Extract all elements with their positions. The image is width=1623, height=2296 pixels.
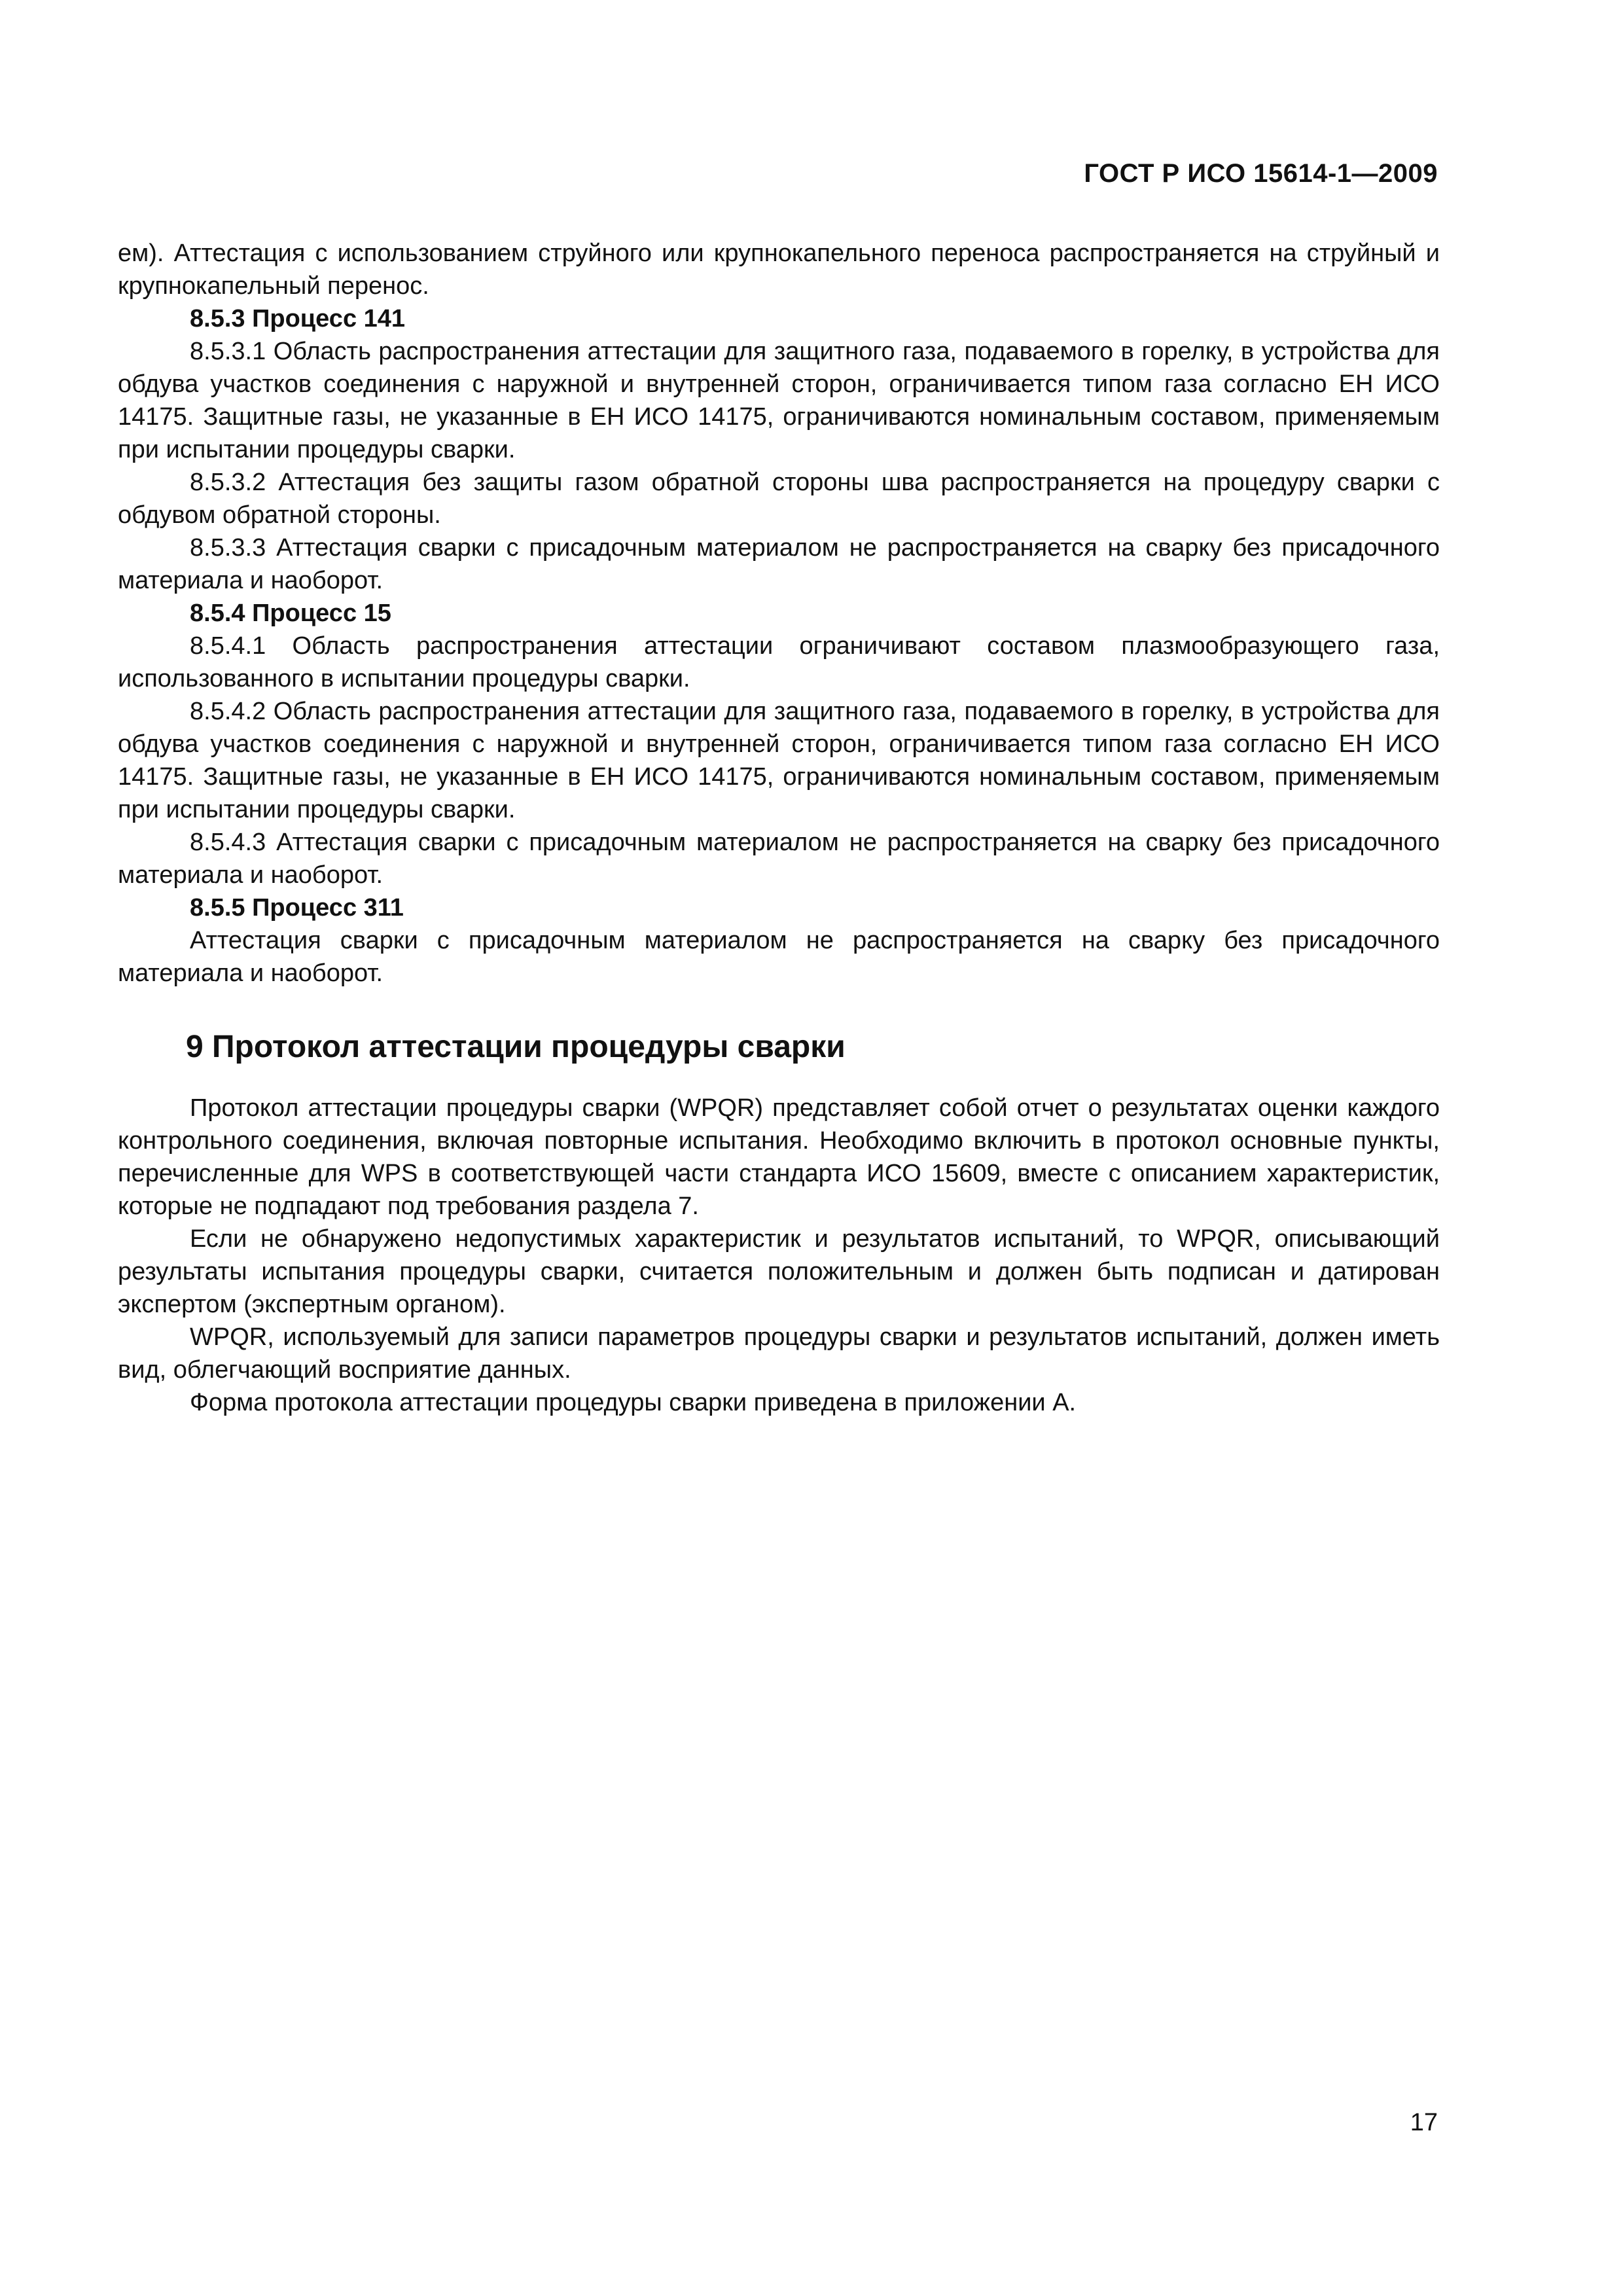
document-header: ГОСТ Р ИСО 15614-1—2009 — [1084, 159, 1438, 188]
page-number: 17 — [1410, 2109, 1438, 2136]
paragraph-8-5-3-2: 8.5.3.2 Аттестация без защиты газом обратной стороны шва распространяется на процедуру сварки с обдувом обратной стороны. — [118, 469, 1440, 529]
subheading-8-5-3: 8.5.3 Процесс 141 — [190, 305, 406, 332]
paragraph-8-5-3-3: 8.5.3.3 Аттестация сварки с присадочным материалом не распространяется на сварку без присадочного материала и наоборот. — [118, 534, 1440, 594]
paragraph-9-1: Протокол аттестации процедуры сварки (WPQR) представляет собой отчет о результатах оценки каждого контрольного соединения, включая повторные испытания. Необходимо включить в протокол основные пункты, перечисленные для WPS в соответствующей части стандарта ИСО 15609, вместе с описанием характеристик, которые не подпадают под требования раздела 7. — [118, 1094, 1440, 1220]
paragraph-9-2: Если не обнаружено недопустимых характеристик и результатов испытаний, то WPQR, описывающий результаты испытания процедуры сварки, считается положительным и должен быть подписан и датирован экспертом (экспертным органом). — [118, 1225, 1440, 1318]
paragraph-9-4: Форма протокола аттестации процедуры сварки приведена в приложении А. — [190, 1389, 1077, 1416]
subheading-8-5-5: 8.5.5 Процесс 311 — [190, 894, 404, 922]
subheading-8-5-4: 8.5.4 Процесс 15 — [190, 600, 391, 627]
paragraph-8-5-4-2: 8.5.4.2 Область распространения аттестации для защитного газа, подаваемого в горелку, в устройства для обдува участков соединения с наружной и внутренней сторон, ограничивается типом газа согласно ЕН ИСО 14175. Защитные газы, не указанные в ЕН ИСО 14175, ограничиваются номинальным составом, применяемым при испытании процедуры сварки. — [118, 698, 1440, 823]
paragraph-8-5-4-1: 8.5.4.1 Область распространения аттестации ограничивают составом плазмообразующего газа, использованного в испытании процедуры сварки. — [118, 632, 1440, 692]
section-9-title: 9 Протокол аттестации процедуры сварки — [186, 1030, 846, 1064]
paragraph-8-5-5: Аттестация сварки с присадочным материалом не распространяется на сварку без присадочного материала и наоборот. — [118, 927, 1440, 987]
paragraph-9-3: WPQR, используемый для записи параметров процедуры сварки и результатов испытаний, должен иметь вид, облегчающий восприятие данных. — [118, 1323, 1440, 1384]
document-body — [118, 237, 1440, 1419]
paragraph-8-5-3-1: 8.5.3.1 Область распространения аттестации для защитного газа, подаваемого в горелку, в устройства для обдува участков соединения с наружной и внутренней сторон, ограничивается типом газа согласно ЕН ИСО 14175. Защитные газы, не указанные в ЕН ИСО 14175, ограничиваются номинальным составом, применяемым при испытании процедуры сварки. — [118, 338, 1440, 463]
paragraph-8-5-4-3: 8.5.4.3 Аттестация сварки с присадочным материалом не распространяется на сварку без присадочного материала и наоборот. — [118, 829, 1440, 889]
paragraph-intro-continuation: ем). Аттестация с использованием струйного или крупнокапельного переноса распространяется на струйный и крупнокапельный перенос. — [118, 240, 1440, 300]
